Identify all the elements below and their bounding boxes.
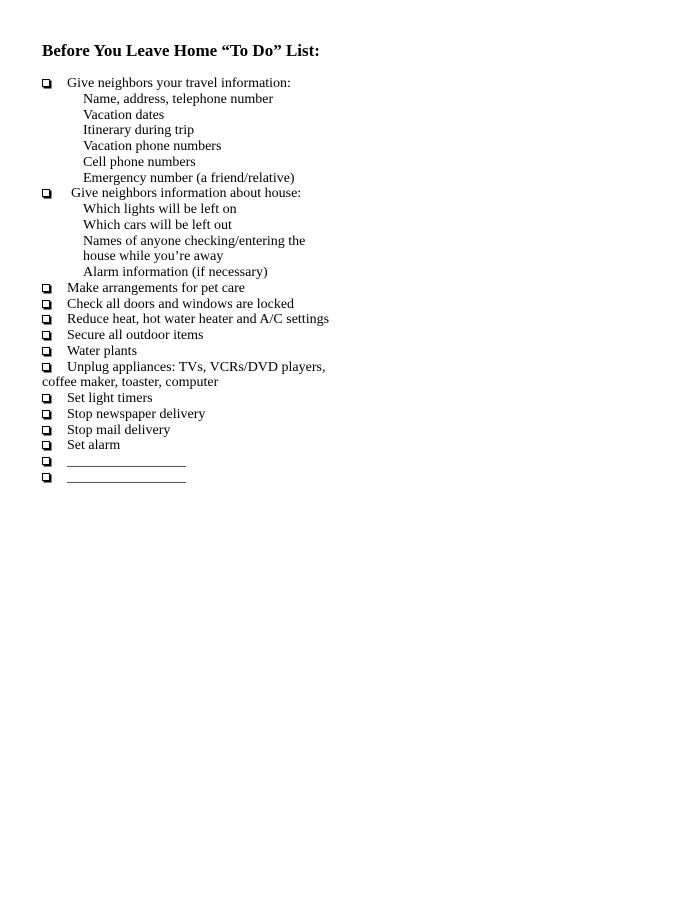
checklist-item-neighbors-house [42,186,662,202]
sub-item [42,155,662,171]
checkbox-icon[interactable] [42,441,50,449]
checkbox-icon[interactable] [42,300,50,308]
sub-item-label: Emergency number (a friend/relative) [83,170,295,186]
checkbox-icon[interactable] [42,315,50,323]
sub-item-label: house while you’re away [83,249,224,265]
checkbox-icon[interactable] [42,331,50,339]
sub-item [42,108,662,124]
sub-item-label: Itinerary during trip [83,123,195,139]
checklist-item-label: Make arrangements for pet care [67,280,246,296]
checkbox-icon[interactable] [42,473,50,481]
checklist-item [42,328,662,344]
checklist-item-neighbors-travel [42,76,662,92]
sub-item [42,249,662,265]
checklist-item-label: Give neighbors information about house: [71,186,302,202]
sub-item-label: Which cars will be left out [83,217,232,233]
checklist-item-label-continued: coffee maker, toaster, computer [42,375,219,391]
sub-item-label: Which lights will be left on [83,202,237,217]
blank-fill-in-line[interactable]: _________________ [67,469,186,485]
checklist-item-label: Reduce heat, hot water heater and A/C settings [67,312,330,328]
checklist-item-label: Stop mail delivery [67,422,171,438]
sub-item [42,139,662,155]
sub-item [42,92,662,108]
sub-item [42,218,662,234]
checkbox-icon[interactable] [42,410,50,418]
todo-checklist [42,76,662,486]
sub-item [42,234,662,250]
checkbox-icon[interactable] [42,189,50,197]
checklist-item-label: Set alarm [67,438,121,454]
sub-item [42,265,662,281]
sub-item-label: Name, address, telephone number [83,91,274,107]
checklist-item-unplug [42,360,662,392]
checklist-item-label: Unplug appliances: TVs, VCRs/DVD players, [67,359,326,375]
checklist-item-label: Water plants [67,343,138,359]
checklist-item [42,297,662,313]
checkbox-icon[interactable] [42,284,50,292]
checklist-item-label: Stop newspaper delivery [67,406,206,422]
checklist-item-blank [42,454,662,470]
checkbox-icon[interactable] [42,347,50,355]
blank-fill-in-line[interactable]: _________________ [67,454,186,469]
sub-item [42,171,662,187]
checkbox-icon[interactable] [42,457,50,465]
sub-item-label: Names of anyone checking/entering the [83,233,306,249]
sub-item-label: Vacation dates [83,107,165,123]
sub-item [42,123,662,139]
checkbox-icon[interactable] [42,394,50,402]
sub-item-label: Alarm information (if necessary) [83,265,268,280]
checklist-item-label: Check all doors and windows are locked [67,296,295,312]
checklist-item [42,391,662,407]
sub-item-label: Vacation phone numbers [83,139,222,154]
checklist-item [42,407,662,423]
checklist-item [42,423,662,439]
document-title: Before You Leave Home “To Do” List: [42,41,320,60]
checklist-item [42,281,662,297]
checkbox-icon[interactable] [42,79,50,87]
checklist-item [42,312,662,328]
checklist-item-blank [42,470,662,486]
checklist-item [42,438,662,454]
sub-item-label: Cell phone numbers [83,154,196,170]
checklist-item-label: Secure all outdoor items [67,328,204,343]
sub-item [42,202,662,218]
checkbox-icon[interactable] [42,363,50,371]
checklist-item-label: Set light timers [67,391,153,406]
checklist-item-label: Give neighbors your travel information: [67,76,291,91]
checklist-item [42,344,662,360]
checkbox-icon[interactable] [42,426,50,434]
